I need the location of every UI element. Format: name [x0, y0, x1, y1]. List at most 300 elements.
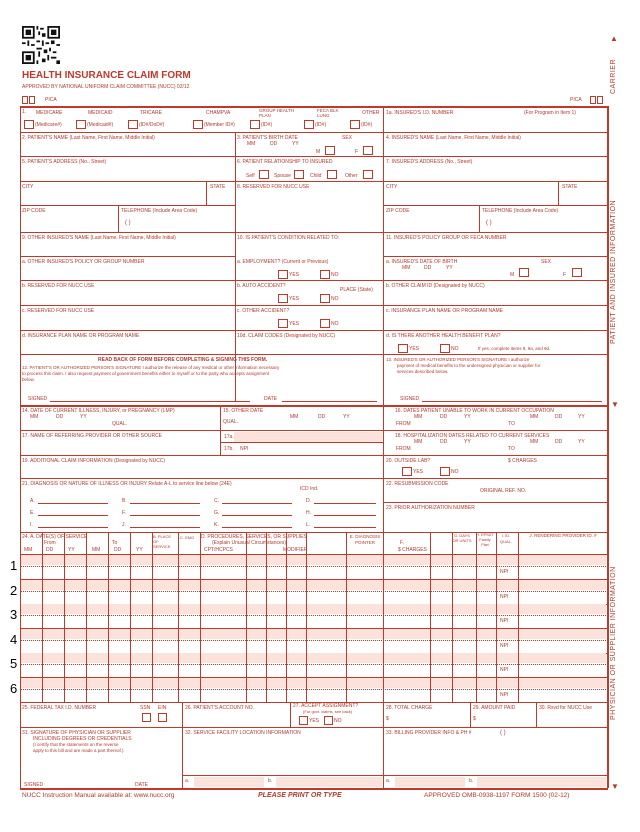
service-column-rule — [130, 532, 131, 702]
f10a-no: NO — [331, 272, 339, 278]
f12-label-c: below. — [22, 377, 35, 382]
diag-l-line — [314, 527, 376, 528]
f20-label: 20. OUTSIDE LAB? — [386, 458, 431, 464]
rule-r9 — [20, 330, 608, 331]
f32b-field[interactable] — [276, 777, 382, 787]
f11d-yes-checkbox[interactable] — [398, 344, 408, 353]
diag-e: E. — [30, 510, 35, 516]
sex-f-checkbox[interactable] — [363, 146, 373, 155]
sex-f: F — [355, 149, 359, 155]
f20-no-checkbox[interactable] — [440, 467, 450, 476]
diag-b: B. — [122, 498, 127, 504]
f11c-label: c. INSURANCE PLAN NAME OR PROGRAM NAME — [386, 308, 503, 314]
rule-r4b — [383, 205, 608, 206]
f11a-yy: YY — [446, 265, 453, 271]
col-h: H. EPSDT Family Plan — [476, 533, 494, 547]
f16-mm: MM — [414, 414, 423, 420]
f1a-label: 1a. INSURED'S I.D. NUMBER — [386, 110, 454, 116]
f12-label-b: to process this claim. I also request payment of government benefits either to myself or to the party who accepts assignment — [22, 371, 270, 376]
service-column-rule — [86, 532, 87, 702]
f11a-f-checkbox[interactable] — [572, 268, 582, 277]
sex-m: M — [316, 149, 321, 155]
col-f: F. — [400, 540, 404, 546]
f28-dollar: $ — [386, 716, 389, 722]
service-line-number: 4 — [10, 632, 18, 647]
group-num: (ID#) — [261, 122, 273, 128]
f33-label: 33. BILLING PROVIDER INFO & PH # — [386, 730, 472, 736]
service-line-npi: NPI — [500, 692, 509, 698]
f27-no-checkbox[interactable] — [324, 716, 333, 725]
f15-label: 15. OTHER DATE — [223, 408, 264, 414]
col-mm2: MM — [92, 547, 101, 553]
f27-no: NO — [334, 718, 342, 724]
service-line-number: 2 — [10, 583, 18, 598]
diag-g-line — [222, 515, 292, 516]
rule-mid-2 — [383, 405, 384, 533]
f31-label: 31. SIGNATURE OF PHYSICIAN OR SUPPLIER — [22, 730, 131, 736]
medicaid-label: MEDICAID — [88, 110, 113, 116]
f11b-label: b. OTHER CLAIM ID (Designated by NUCC) — [386, 283, 485, 289]
f10-label: 10. IS PATIENT'S CONDITION RELATED TO: — [237, 235, 340, 241]
tricare-label: TRICARE — [140, 110, 162, 116]
f31-label-b: INCLUDING DEGREES OR CREDENTIALS — [33, 736, 132, 742]
f16-yy: YY — [464, 414, 471, 420]
f10c-yes: YES — [289, 321, 300, 327]
service-column-rule — [108, 532, 109, 702]
service-column-rule — [476, 532, 477, 702]
f12-date-line — [282, 401, 377, 402]
diag-e-line — [38, 515, 108, 516]
f11a-m-checkbox[interactable] — [519, 268, 529, 277]
f10b-yes-checkbox[interactable] — [278, 294, 288, 303]
f27-label: 27. ACCEPT ASSIGNMENT? — [293, 703, 359, 709]
col-charges: $ CHARGES — [398, 547, 427, 553]
f10c-label: c. OTHER ACCIDENT? — [237, 308, 290, 314]
pica-box-right[interactable] — [590, 96, 596, 104]
diag-f-line — [130, 515, 200, 516]
f18-yy-2: YY — [578, 439, 585, 445]
f20-charges: $ CHARGES — [508, 458, 537, 464]
state-label-2: STATE — [562, 184, 578, 190]
diag-h: H. — [306, 510, 311, 516]
f31-date: DATE — [135, 782, 148, 788]
rule-r7 — [20, 280, 608, 281]
f16-dd: DD — [440, 414, 448, 420]
other-label: OTHER — [362, 110, 380, 116]
f5-label: 5. PATIENT'S ADDRESS (No., Street) — [22, 159, 107, 165]
f11d-no-checkbox[interactable] — [440, 344, 450, 353]
col-g: G. DAYS OR UNITS — [452, 533, 472, 543]
f10c-yes-checkbox[interactable] — [278, 319, 288, 328]
f18-to: TO — [508, 446, 515, 452]
diag-c: C. — [214, 498, 219, 504]
phone-label: TELEPHONE (Include Area Code) — [121, 208, 198, 214]
diag-j-line — [130, 527, 200, 528]
rel-spouse-checkbox[interactable] — [294, 170, 304, 179]
service-column-rule — [452, 532, 453, 702]
col-e: E. DIAGNOSIS POINTER — [349, 534, 381, 545]
f17-label: 17. NAME OF REFERRING PROVIDER OR OTHER SOURCE — [22, 433, 163, 439]
rule-zip — [118, 205, 119, 232]
rule-r5 — [20, 232, 608, 233]
f25-ein: EIN — [158, 705, 167, 711]
rel-spouse: Spouse — [274, 173, 291, 179]
diag-g: G. — [214, 510, 220, 516]
col-cpt: CPT/HCPCS — [204, 547, 233, 553]
f11a-sex: SEX — [541, 259, 552, 265]
f8-label: 8. RESERVED FOR NUCC USE — [237, 184, 310, 190]
rule-r3 — [20, 181, 608, 182]
feca-checkbox[interactable] — [304, 120, 314, 129]
col-mm1: MM — [24, 547, 33, 553]
feca-label: FECA BLK LUNG — [317, 108, 339, 118]
arrow-up-icon: ▲ — [610, 34, 618, 43]
f11a-mm: MM — [402, 265, 411, 271]
zip-label: ZIP CODE — [22, 208, 46, 214]
f31-label-c: (I certify that the statements on the reverse — [33, 742, 119, 747]
service-line-number: 5 — [10, 656, 18, 671]
rel-child: Child — [310, 173, 322, 179]
group-label: GROUP HEALTH PLAN — [259, 108, 295, 118]
f32b: b. — [268, 778, 273, 784]
diag-b-line — [130, 503, 200, 504]
f26-label: 26. PATIENT'S ACCOUNT NO. — [185, 705, 255, 711]
footer-center: PLEASE PRINT OR TYPE — [258, 792, 342, 799]
physician-info-label: PHYSICIAN OR SUPPLIER INFORMATION — [610, 566, 617, 720]
f30-label: 30. Rsvd for NUCC Use — [539, 705, 593, 711]
f4-label: 4. INSURED'S NAME (Last Name, First Name, Middle Initial) — [386, 135, 521, 141]
f13-signed: SIGNED — [400, 396, 420, 402]
zip-label-2: ZIP CODE — [386, 208, 410, 214]
rule-r4a — [20, 205, 235, 206]
ssn-checkbox[interactable] — [142, 713, 151, 722]
approved-by: APPROVED BY NATIONAL UNIFORM CLAIM COMMITTEE (NUCC) 02/12 — [22, 84, 190, 90]
col-modifier: MODIFIER — [283, 547, 308, 553]
f11d-label: d. IS THERE ANOTHER HEALTH BENEFIT PLAN? — [386, 333, 501, 339]
f13-label-c: services described below. — [397, 369, 449, 374]
rule-top — [20, 106, 608, 108]
f9c-label: c. RESERVED FOR NUCC USE — [22, 308, 95, 314]
rule-state-2 — [558, 181, 559, 205]
f12-label: 12. PATIENT'S OR AUTHORIZED PERSON'S SIGNATURE I authorize the release of any medical or other information necessary — [22, 365, 280, 370]
phone-area: ( ) — [125, 220, 131, 226]
f18-mm-2: MM — [530, 439, 539, 445]
f13-label: 13. INSURED'S OR AUTHORIZED PERSON'S SIGNATURE I authorize — [386, 357, 530, 362]
medicaid-num: (Medicaid#) — [87, 122, 114, 128]
f20-yes: YES — [413, 469, 424, 475]
f17b-npi: NPI — [240, 446, 249, 452]
f10b-yes: YES — [289, 296, 300, 302]
f27-note: (For govt. claims, see back) — [303, 709, 353, 714]
other-num: (ID#) — [361, 122, 373, 128]
tricare-num: (ID#/DoD#) — [139, 122, 165, 128]
col-dd1: DD — [46, 547, 54, 553]
f17b-label: 17b. — [224, 446, 234, 452]
f18-dd-2: DD — [555, 439, 563, 445]
f32-label: 32. SERVICE FACILITY LOCATION INFORMATION — [185, 730, 301, 736]
service-line-number: 1 — [10, 558, 18, 573]
other-checkbox[interactable] — [350, 120, 360, 129]
rel-child-checkbox[interactable] — [327, 170, 337, 179]
col-d: D. PROCEDURES, SERVICES, OR SUPPLIES — [201, 534, 307, 540]
rule-p2 — [20, 455, 608, 456]
rule-p1 — [20, 430, 608, 431]
f10b-label: b. AUTO ACCIDENT? — [237, 283, 286, 289]
f25-ssn: SSN — [140, 705, 151, 711]
sex-label: SEX — [342, 135, 353, 141]
medicare-checkbox[interactable] — [24, 120, 34, 129]
f29-label: 29. AMOUNT PAID — [473, 705, 516, 711]
f11d-yes: YES — [409, 346, 420, 352]
f15-qual: QUAL. — [223, 419, 239, 425]
f10c-no-checkbox[interactable] — [320, 319, 330, 328]
city-label: CITY — [22, 184, 34, 190]
col-i: I. ID. QUAL. — [499, 533, 512, 544]
service-line-npi: NPI — [500, 618, 509, 624]
rule-zip-2 — [479, 205, 480, 232]
rule-r6a — [20, 256, 235, 257]
rule-p3 — [20, 478, 608, 479]
f11a-m: M — [510, 272, 515, 278]
city-label-2: CITY — [386, 184, 398, 190]
f16-mm-2: MM — [530, 414, 539, 420]
diag-a: A. — [30, 498, 35, 504]
f7-label: 7. INSURED'S ADDRESS (No., Street) — [386, 159, 473, 165]
service-line-npi: NPI — [500, 569, 509, 575]
f33b: b. — [469, 778, 474, 784]
diag-f: F. — [122, 510, 126, 516]
champva-label: CHAMPVA — [206, 110, 231, 116]
col-b: B. PLACE OF SERVICE — [153, 534, 172, 549]
diag-i-line — [38, 527, 108, 528]
footer-left: NUCC Instruction Manual available at: www.nucc.org — [22, 792, 175, 799]
f21-label: 21. DIAGNOSIS OR NATURE OF ILLNESS OR INJURY Relate A-L to service line below (24E) — [22, 481, 232, 487]
rule-right — [607, 106, 609, 788]
f14-mm: MM — [30, 414, 39, 420]
rule-22-23 — [383, 502, 608, 503]
qr-code-icon — [22, 26, 60, 64]
f11a-label: a. INSURED'S DATE OF BIRTH — [386, 259, 458, 265]
tricare-checkbox[interactable] — [128, 120, 138, 129]
rule-state — [206, 181, 207, 205]
f33b-field[interactable] — [477, 777, 606, 787]
f23-label: 23. PRIOR AUTHORIZATION NUMBER — [386, 505, 475, 511]
sex-m-checkbox[interactable] — [325, 146, 335, 155]
f16-dd-2: DD — [555, 414, 563, 420]
f14-dd: DD — [56, 414, 64, 420]
col-from: From — [44, 540, 56, 546]
f10a-yes-checkbox[interactable] — [278, 270, 288, 279]
pica-right: PICA — [570, 97, 582, 103]
diag-c-line — [222, 503, 292, 504]
diag-l: L. — [306, 522, 311, 528]
dob-yy: YY — [292, 141, 299, 147]
phone-area-2: ( ) — [486, 220, 492, 226]
rule-bottom — [20, 788, 608, 790]
patient-info-label: PATIENT AND INSURED INFORMATION — [610, 199, 617, 344]
col-yy1: YY — [68, 547, 75, 553]
service-column-rule — [306, 532, 307, 702]
rel-other-checkbox[interactable] — [363, 170, 373, 179]
f20-no: NO — [451, 469, 459, 475]
diag-h-line — [314, 515, 376, 516]
diag-i: I. — [30, 522, 33, 528]
f10b-no: NO — [331, 296, 339, 302]
f31-label-d: apply to this bill and are made a part thereof.) — [33, 748, 124, 753]
state-label: STATE — [210, 184, 226, 190]
service-column-rule — [64, 532, 65, 702]
f11a-f: F — [563, 272, 567, 278]
f9b-label: b. RESERVED FOR NUCC USE — [22, 283, 95, 289]
f28-label: 28. TOTAL CHARGE — [386, 705, 433, 711]
col-yy2: YY — [136, 547, 143, 553]
service-column-rule — [518, 532, 519, 702]
medicare-num: (Medicare#) — [35, 122, 62, 128]
col-j: J. RENDERING PROVIDER ID. # — [529, 533, 597, 538]
service-line-number: 6 — [10, 681, 18, 696]
pica-box-left[interactable] — [22, 96, 28, 104]
f16-from: FROM — [396, 421, 411, 427]
f27-yes-checkbox[interactable] — [299, 716, 308, 725]
f22-label: 22. RESUBMISSION CODE — [386, 481, 449, 487]
champva-checkbox[interactable] — [193, 120, 203, 129]
f10a-yes: YES — [289, 272, 300, 278]
f32a-field[interactable] — [194, 777, 264, 787]
service-column-rule — [286, 532, 287, 702]
f11a-dd: DD — [424, 265, 432, 271]
f9a-label: a. OTHER INSURED'S POLICY OR GROUP NUMBER — [22, 259, 145, 265]
rule-r8 — [20, 305, 608, 306]
f33a-field[interactable] — [395, 777, 465, 787]
f1a-note: (For Program in Item 1) — [524, 110, 576, 116]
service-column-rule — [266, 532, 267, 702]
f18-from: FROM — [396, 446, 411, 452]
f19-label: 19. ADDITIONAL CLAIM INFORMATION (Designated by NUCC) — [22, 458, 166, 464]
rel-self-checkbox[interactable] — [259, 170, 269, 179]
readback: READ BACK OF FORM BEFORE COMPLETING & SIGNING THIS FORM. — [98, 357, 268, 363]
rel-other: Other — [345, 173, 358, 179]
service-column-rule — [346, 532, 347, 702]
f10d-label: 10d. CLAIM CODES (Designated by NUCC) — [237, 333, 336, 339]
diag-a-line — [38, 503, 108, 504]
service-line-npi: NPI — [500, 667, 509, 673]
rule-ab — [182, 775, 608, 776]
rule-r2 — [20, 156, 608, 157]
arrow-down-icon-2: ▼ — [611, 782, 619, 791]
f3-label: 3. PATIENT'S BIRTH DATE — [237, 135, 298, 141]
f22-origref: ORIGINAL REF. NO. — [480, 488, 527, 494]
service-column-rule — [496, 532, 497, 702]
f2-label: 2. PATIENT'S NAME (Last Name, First Name, Middle Initial) — [22, 135, 155, 141]
service-column-rule — [42, 532, 43, 702]
f13-sig-line — [422, 401, 602, 402]
f14-label: 14. DATE OF CURRENT ILLNESS, INJURY, or PREGNANCY (LMP) — [22, 408, 175, 414]
champva-num: (Member ID#) — [204, 122, 235, 128]
f15-mm: MM — [290, 414, 299, 420]
col-c: C. EMG — [180, 535, 195, 540]
phone-label-2: TELEPHONE (Include Area Code) — [482, 208, 559, 214]
service-column-rule — [178, 532, 179, 702]
f20-yes-checkbox[interactable] — [402, 467, 412, 476]
arrow-down-icon: ▼ — [611, 400, 619, 409]
f17a-shaded[interactable] — [234, 432, 382, 442]
f33-phone: ( ) — [500, 730, 506, 736]
pica-box-right-2[interactable] — [597, 96, 603, 104]
f27-yes: YES — [309, 718, 320, 724]
f29-dollar: $ — [473, 716, 476, 722]
place-label: PLACE (State) — [340, 287, 373, 293]
rule-29-30 — [536, 702, 537, 727]
rule-r1 — [20, 132, 608, 133]
diag-d-line — [314, 503, 376, 504]
dob-dd: DD — [270, 141, 278, 147]
f11-label: 11. INSURED'S POLICY GROUP OR FECA NUMBER — [386, 235, 507, 241]
f10a-no-checkbox[interactable] — [320, 270, 330, 279]
f14-qual: QUAL. — [112, 421, 128, 427]
f16-yy-2: YY — [578, 414, 585, 420]
f11d-no: NO — [451, 346, 459, 352]
pica-box-left-2[interactable] — [29, 96, 35, 104]
f9-label: 9. OTHER INSURED'S NAME (Last Name, First Name, Middle Initial) — [22, 235, 176, 241]
diag-j: J. — [122, 522, 126, 528]
service-line-npi: NPI — [500, 594, 509, 600]
f33a: a. — [386, 778, 391, 784]
diag-k: K. — [214, 522, 219, 528]
rel-self: Self — [246, 173, 255, 179]
diag-k-line — [222, 527, 292, 528]
service-column-rule — [430, 532, 431, 702]
rule-26-27 — [290, 702, 291, 727]
rule-17ab — [220, 442, 383, 443]
footer-right: APPROVED OMB-0938-1197 FORM 1500 (02-12) — [424, 792, 570, 799]
f10b-no-checkbox[interactable] — [320, 294, 330, 303]
rule-section — [20, 405, 608, 407]
diag-d: D. — [306, 498, 311, 504]
f18-label: 18. HOSPITALIZATION DATES RELATED TO CURRENT SERVICES — [395, 433, 550, 439]
service-column-rule — [152, 532, 153, 702]
f21-icd: ICD Ind. — [300, 486, 319, 492]
feca-num: (ID#) — [315, 122, 327, 128]
f15-yy: YY — [343, 414, 350, 420]
group-checkbox[interactable] — [250, 120, 260, 129]
col-24a: 24. A. DATE(S) OF SERVICE — [22, 534, 88, 540]
f11d-note: If yes, complete items 9, 9a, and 9d. — [478, 346, 551, 351]
f13-label-b: payment of medical benefits to the undersigned physician or supplier for — [397, 363, 541, 368]
f18-mm: MM — [414, 439, 423, 445]
f18-yy: YY — [464, 439, 471, 445]
rule-r6b — [383, 256, 608, 257]
f32a: a. — [185, 778, 190, 784]
ein-checkbox[interactable] — [158, 713, 167, 722]
medicare-label: MEDICARE — [36, 110, 63, 116]
medicaid-checkbox[interactable] — [76, 120, 86, 129]
rule-p6 — [20, 727, 608, 728]
service-column-rule — [383, 532, 384, 702]
col-dd2: DD — [114, 547, 122, 553]
f16-label: 16. DATES PATIENT UNABLE TO WORK IN CURRENT OCCUPATION — [395, 408, 554, 414]
f31-signed: SIGNED — [24, 782, 44, 788]
f17a-label: 17a. — [224, 434, 234, 440]
service-column-rule — [246, 532, 247, 702]
col-d2: (Explain Unusual Circumstances) — [212, 540, 286, 546]
f12-sig-line — [50, 401, 250, 402]
f9d-label: d. INSURANCE PLAN NAME OR PROGRAM NAME — [22, 333, 140, 339]
f14-yy: YY — [80, 414, 87, 420]
f12-date: DATE — [264, 396, 277, 402]
service-column-rule — [200, 532, 201, 702]
f10a-label: a. EMPLOYMENT? (Current or Previous) — [237, 259, 329, 265]
form-title: HEALTH INSURANCE CLAIM FORM — [22, 70, 191, 81]
